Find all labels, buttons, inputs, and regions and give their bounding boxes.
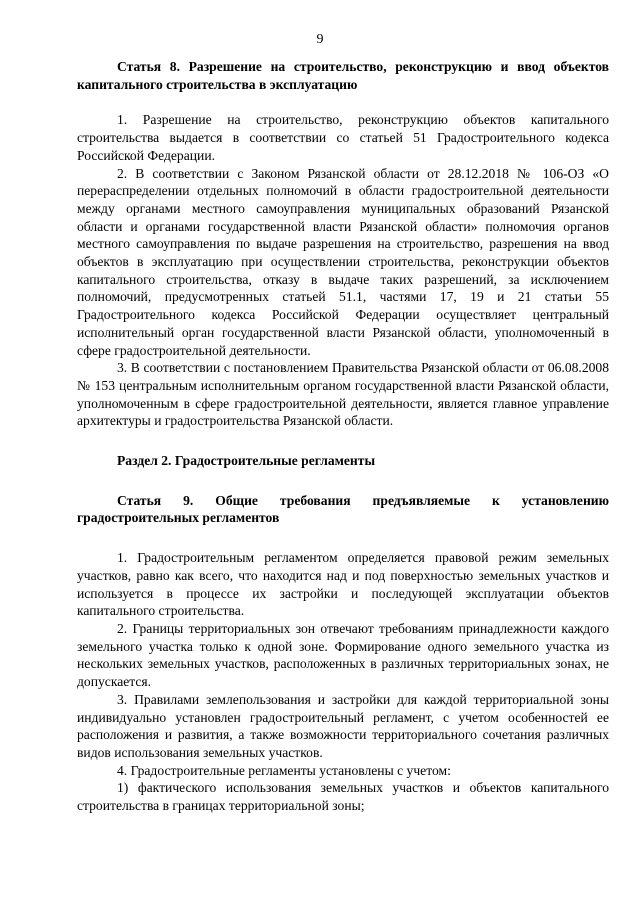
article-9-paragraph: 4. Градостроительные регламенты установлены с учетом: xyxy=(117,762,451,778)
document-body xyxy=(77,58,609,815)
article-9-paragraph: 2. Границы территориальных зон отвечают требованиям принадлежности каждого земельного участка только к одной зоне. Формирование одного земельного участка из нескольких земельных участков, расположенных в различных территориальных зонах, не допускается. xyxy=(77,620,609,690)
article-8-paragraph: 1. Разрешение на строительство, реконструкцию объектов капитального строительства выдается в соответствии со статьей 51 Градостроительного кодекса Российской Федерации. xyxy=(77,112,609,163)
article-8-title: Статья 8. Разрешение на строительство, реконструкцию и ввод объектов капитального строительства в эксплуатацию xyxy=(77,59,609,92)
article-9-paragraph: 1) фактического использования земельных участков и объектов капитального строительства в границах территориальной зоны; xyxy=(77,780,609,814)
article-9-paragraph: 1. Градостроительным регламентом определяется правовой режим земельных участков, равно как всего, что находится над и под поверхностью земельных участков и используется в процессе их застройки и последующей эксплуатации объектов капитального строительства. xyxy=(77,550,609,619)
article-8-paragraph: 2. В соответствии с Законом Рязанской области от 28.12.2018 № 106-ОЗ «О перераспределении отдельных полномочий в области градостроительной деятельности между органами местного самоуправления муниципальных образований Рязанской области и органами государственной власти Рязанской области» полномочия органов местного самоуправления по выдаче разрешения на строительство, разрешения на ввод объектов в эксплуатацию при осуществлении строительства, реконструкции объектов капитального строительства, отказу в выдаче таких разрешений, за исключением полномочий, предусмотренных статьей 51.1, частями 17, 19 и 21 статьи 55 Градостроительного кодекса Российской Федерации осуществляет центральный исполнительный орган государственной власти Рязанской области, уполномоченный в сфере градостроительной деятельности. xyxy=(77,165,609,358)
article-9-title: Статья 9. Общие требования предъявляемые к установлению градостроительных регламентов xyxy=(77,492,609,526)
page-number: 9 xyxy=(316,32,324,47)
article-8-paragraph: 3. В соответствии с постановлением Правительства Рязанской области от 06.08.2008 № 153 центральным исполнительным органом государственной власти Рязанской области, уполномоченным в сфере градостроительной деятельности, является главное управление архитектуры и градостроительства Рязанской области. xyxy=(77,360,609,429)
section-2-title: Раздел 2. Градостроительные регламенты xyxy=(117,453,376,469)
article-9-paragraph: 3. Правилами землепользования и застройки для каждой территориальной зоны индивидуально установлен градостроительный регламент, с учетом особенностей ее расположения и развития, а также возможности территориального сочетания различных видов использования земельных участков. xyxy=(77,691,609,760)
